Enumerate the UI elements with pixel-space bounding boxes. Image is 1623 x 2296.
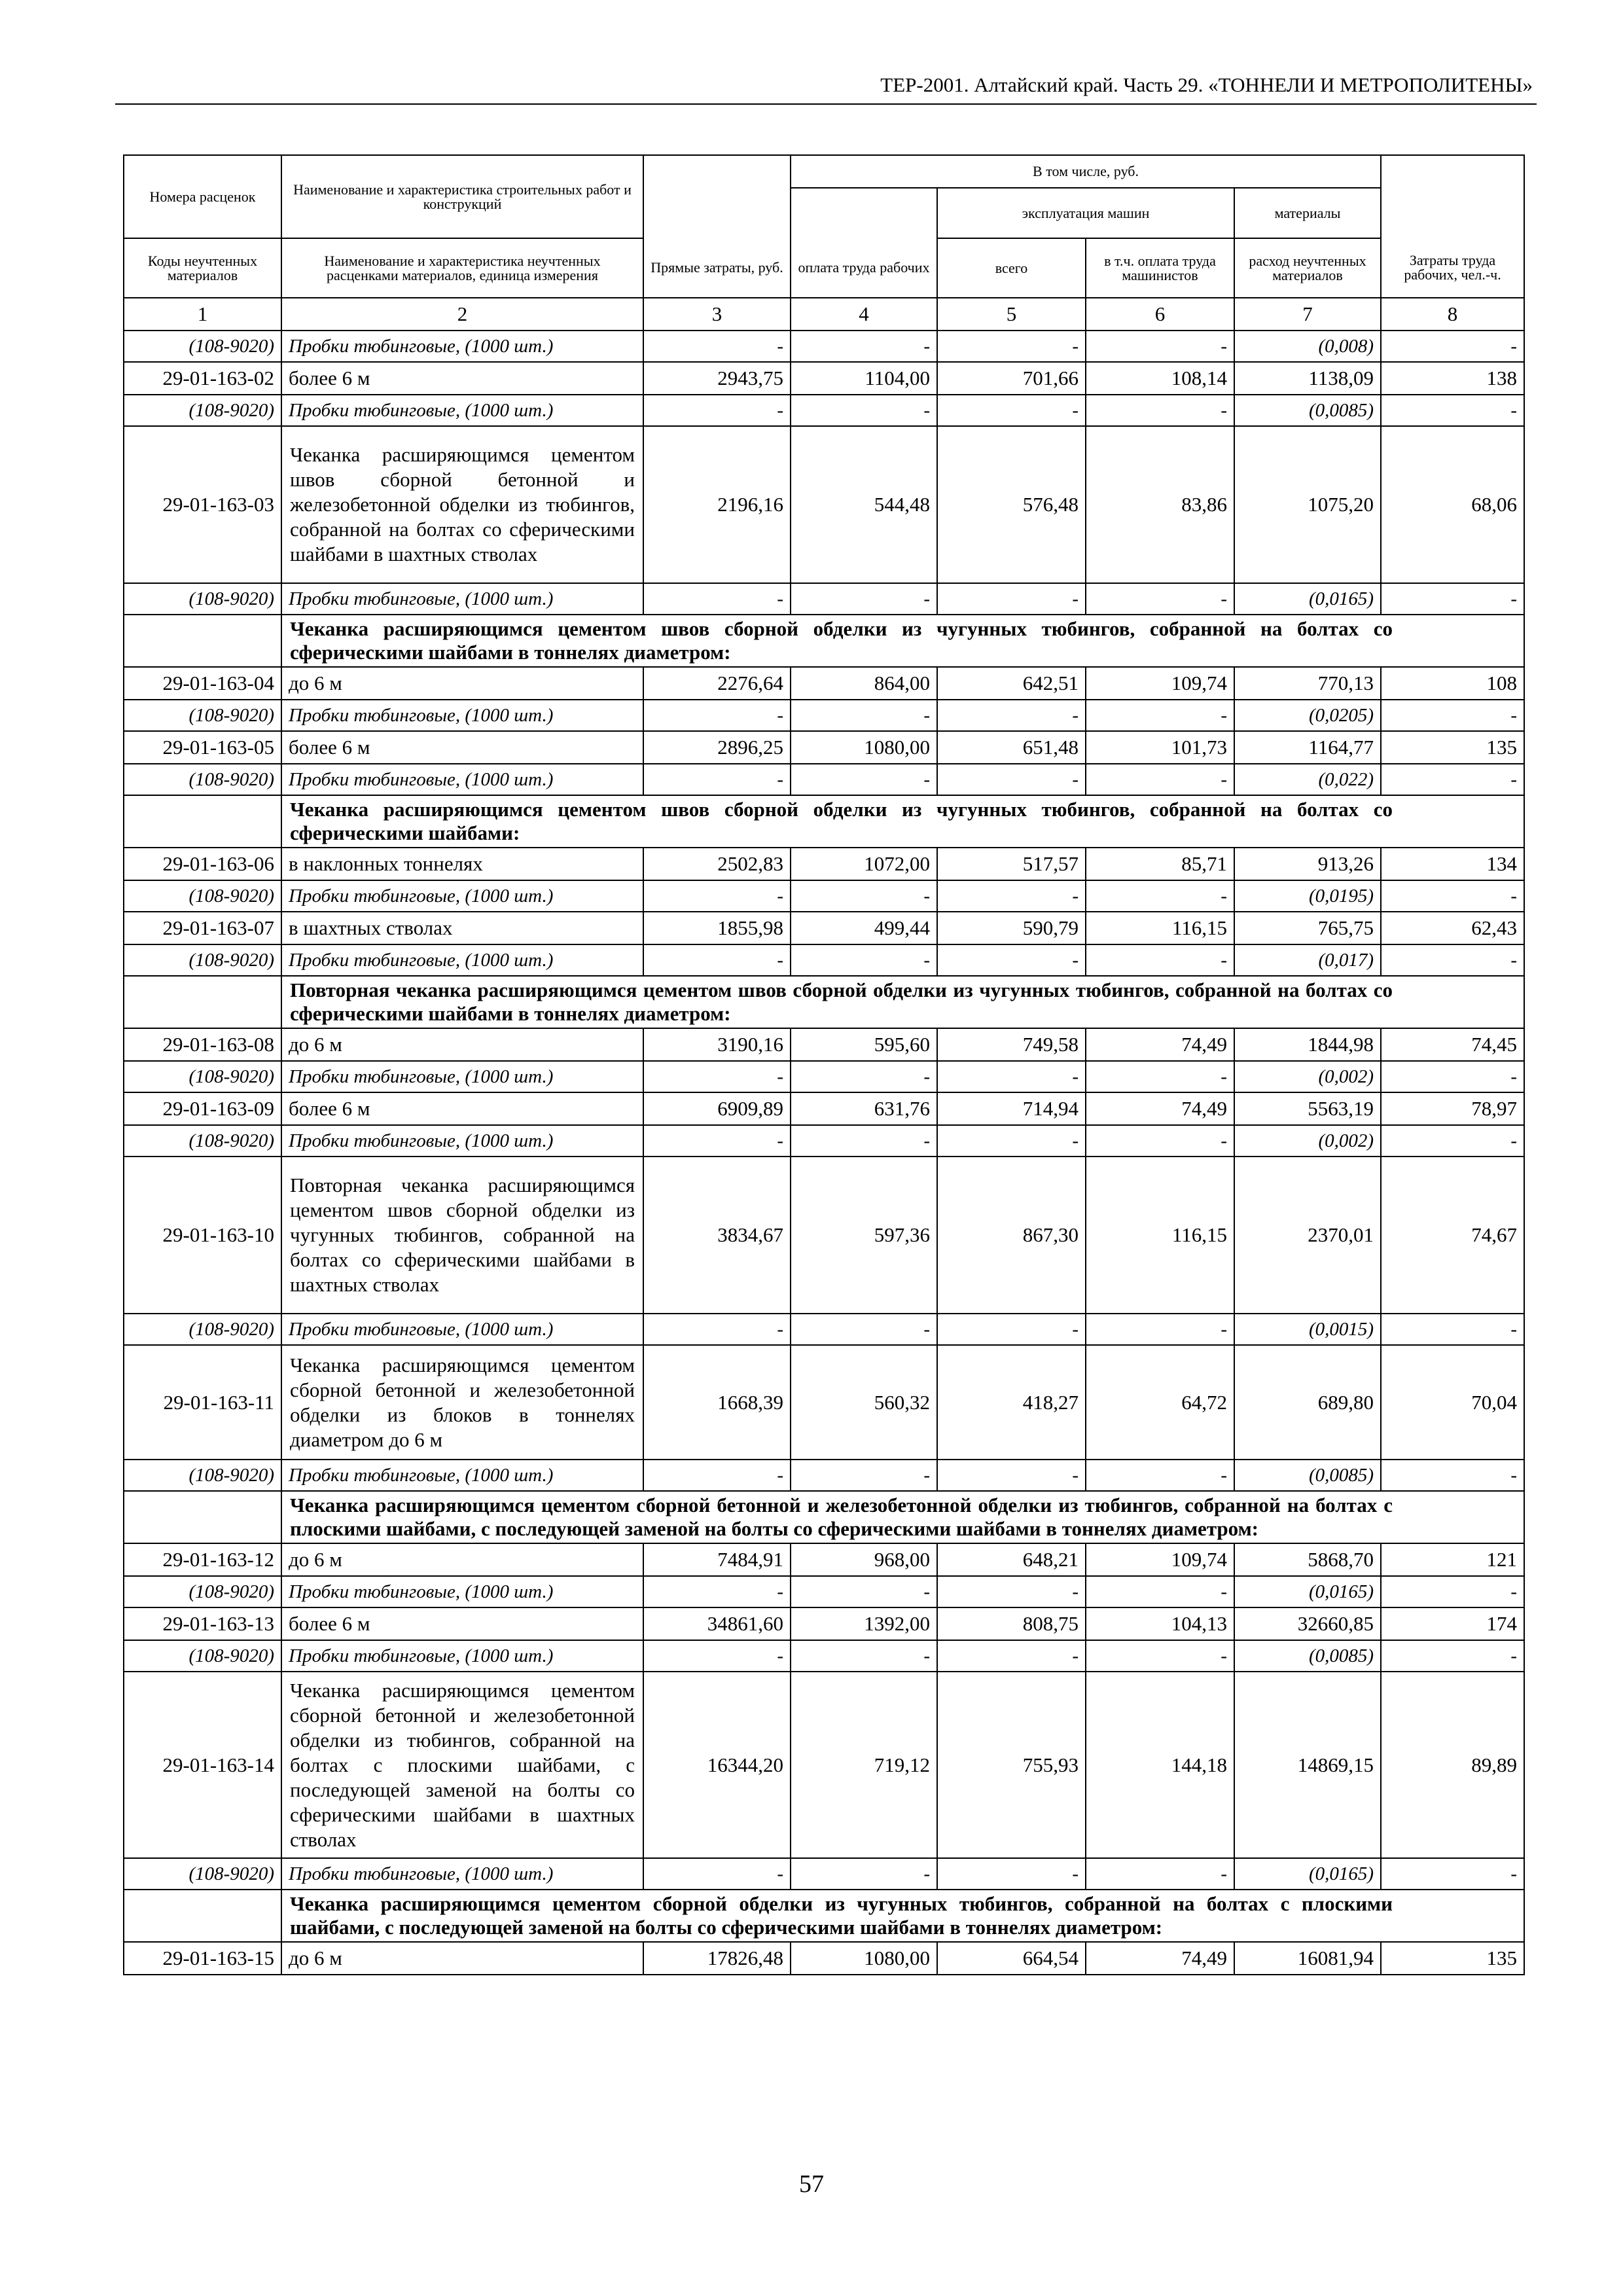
materials-cost: 1164,77 xyxy=(1234,731,1381,764)
rate-code: 29-01-163-13 xyxy=(124,1607,281,1640)
materials-cost: 14869,15 xyxy=(1234,1672,1381,1858)
rate-row xyxy=(124,1345,1524,1460)
cell-dash: - xyxy=(1086,583,1234,615)
rate-code: 29-01-163-03 xyxy=(124,426,281,583)
material-qty: (0,002) xyxy=(1234,1125,1381,1157)
labor-hours: 62,43 xyxy=(1381,912,1524,944)
cell-dash: - xyxy=(643,583,791,615)
cell-dash: - xyxy=(643,1460,791,1491)
machines-total: 576,48 xyxy=(937,426,1086,583)
rate-name: более 6 м xyxy=(281,362,643,395)
labor-hours: 134 xyxy=(1381,848,1524,880)
rate-name: более 6 м xyxy=(281,1607,643,1640)
running-header xyxy=(115,72,1537,105)
hdr-col7: расход неучтенных материалов xyxy=(1234,238,1381,298)
cell-dash: - xyxy=(643,1061,791,1092)
cell-dash: - xyxy=(937,1125,1086,1157)
material-qty: (0,0085) xyxy=(1234,1640,1381,1672)
machines-total: 517,57 xyxy=(937,848,1086,880)
material-name: Пробки тюбинговые, (1000 шт.) xyxy=(281,1640,643,1672)
material-code: (108-9020) xyxy=(124,1460,281,1491)
machinists-pay: 74,49 xyxy=(1086,1028,1234,1061)
section-blank xyxy=(124,976,281,1028)
machinists-pay: 108,14 xyxy=(1086,362,1234,395)
materials-cost: 32660,85 xyxy=(1234,1607,1381,1640)
material-row xyxy=(124,1640,1524,1672)
rate-row xyxy=(124,667,1524,700)
materials-cost: 16081,94 xyxy=(1234,1942,1381,1975)
hdr-col1-top: Номера расценок xyxy=(124,155,281,238)
machines-total: 418,27 xyxy=(937,1345,1086,1460)
material-name: Пробки тюбинговые, (1000 шт.) xyxy=(281,1314,643,1345)
cell-dash: - xyxy=(937,1576,1086,1607)
cell-dash: - xyxy=(791,1460,937,1491)
hdr-machines: эксплуатация машин xyxy=(937,188,1234,238)
materials-cost: 765,75 xyxy=(1234,912,1381,944)
cell-dash: - xyxy=(937,1061,1086,1092)
machines-total: 749,58 xyxy=(937,1028,1086,1061)
material-row xyxy=(124,764,1524,795)
machinists-pay: 74,49 xyxy=(1086,1942,1234,1975)
direct-costs: 2896,25 xyxy=(643,731,791,764)
cell-dash: - xyxy=(643,880,791,912)
rate-name: в наклонных тоннелях xyxy=(281,848,643,880)
cell-dash: - xyxy=(1086,1061,1234,1092)
cell-dash: - xyxy=(1086,1460,1234,1491)
direct-costs: 1855,98 xyxy=(643,912,791,944)
rate-name: более 6 м xyxy=(281,731,643,764)
col-number: 4 xyxy=(791,298,937,331)
material-name: Пробки тюбинговые, (1000 шт.) xyxy=(281,395,643,426)
cell-dash: - xyxy=(1086,1125,1234,1157)
material-qty: (0,017) xyxy=(1234,944,1381,976)
machinists-pay: 116,15 xyxy=(1086,1157,1234,1314)
cell-dash: - xyxy=(643,1576,791,1607)
material-qty: (0,0165) xyxy=(1234,583,1381,615)
rate-row xyxy=(124,912,1524,944)
cell-dash: - xyxy=(937,395,1086,426)
labor-hours: 68,06 xyxy=(1381,426,1524,583)
material-row xyxy=(124,1460,1524,1491)
rate-row xyxy=(124,1942,1524,1975)
direct-costs: 17826,48 xyxy=(643,1942,791,1975)
material-name: Пробки тюбинговые, (1000 шт.) xyxy=(281,331,643,362)
material-qty: (0,0085) xyxy=(1234,395,1381,426)
material-row xyxy=(124,880,1524,912)
hdr-col3-spacer xyxy=(643,155,791,238)
section-heading: Чеканка расширяющимся цементом сборной бетонной и железобетонной обделки из тюбингов, собранной на болтах с плоскими шайбами, с последующей заменой на болты со сферическими шайбами в тоннелях диаметром: xyxy=(281,1491,1524,1543)
labor-pay: 597,36 xyxy=(791,1157,937,1314)
rate-row xyxy=(124,1028,1524,1061)
machines-total: 648,21 xyxy=(937,1543,1086,1576)
machines-total: 664,54 xyxy=(937,1942,1086,1975)
cell-dash: - xyxy=(791,700,937,731)
materials-cost: 770,13 xyxy=(1234,667,1381,700)
rate-name: до 6 м xyxy=(281,1942,643,1975)
material-row xyxy=(124,1125,1524,1157)
labor-hours: 74,45 xyxy=(1381,1028,1524,1061)
cell-dash: - xyxy=(643,700,791,731)
labor-hours: 135 xyxy=(1381,1942,1524,1975)
section-blank xyxy=(124,615,281,667)
cell-dash: - xyxy=(1381,583,1524,615)
cell-dash: - xyxy=(1381,764,1524,795)
col-number: 1 xyxy=(124,298,281,331)
cell-dash: - xyxy=(1086,1858,1234,1890)
labor-pay: 595,60 xyxy=(791,1028,937,1061)
hdr-materials: материалы xyxy=(1234,188,1381,238)
col-number: 7 xyxy=(1234,298,1381,331)
material-code: (108-9020) xyxy=(124,1061,281,1092)
material-name: Пробки тюбинговые, (1000 шт.) xyxy=(281,1125,643,1157)
labor-pay: 968,00 xyxy=(791,1543,937,1576)
cell-dash: - xyxy=(1381,1460,1524,1491)
cell-dash: - xyxy=(1381,1640,1524,1672)
direct-costs: 1668,39 xyxy=(643,1345,791,1460)
rate-row xyxy=(124,1157,1524,1314)
rate-name: Чеканка расширяющимся цементом швов сборной бетонной и железобетонной обделки из тюбингов, собранной на болтах со сферическими шайбами в шахтных стволах xyxy=(281,426,643,583)
labor-hours: 138 xyxy=(1381,362,1524,395)
material-code: (108-9020) xyxy=(124,764,281,795)
rate-code: 29-01-163-07 xyxy=(124,912,281,944)
machinists-pay: 116,15 xyxy=(1086,912,1234,944)
cell-dash: - xyxy=(643,1640,791,1672)
machinists-pay: 109,74 xyxy=(1086,1543,1234,1576)
labor-hours: 70,04 xyxy=(1381,1345,1524,1460)
hdr-col2-top: Наименование и характеристика строительных работ и конструкций xyxy=(281,155,643,238)
machines-total: 651,48 xyxy=(937,731,1086,764)
cell-dash: - xyxy=(791,583,937,615)
cell-dash: - xyxy=(1086,1314,1234,1345)
cell-dash: - xyxy=(791,764,937,795)
rate-row xyxy=(124,1607,1524,1640)
section-heading: Чеканка расширяющимся цементом швов сборной обделки из чугунных тюбингов, собранной на болтах со сферическими шайбами: xyxy=(281,795,1524,848)
direct-costs: 6909,89 xyxy=(643,1092,791,1125)
section-heading: Повторная чеканка расширяющимся цементом швов сборной обделки из чугунных тюбингов, собранной на болтах со сферическими шайбами в тоннелях диаметром: xyxy=(281,976,1524,1028)
cell-dash: - xyxy=(937,1314,1086,1345)
section-heading: Чеканка расширяющимся цементом швов сборной обделки из чугунных тюбингов, собранной на болтах со сферическими шайбами в тоннелях диаметром: xyxy=(281,615,1524,667)
material-code: (108-9020) xyxy=(124,583,281,615)
material-qty: (0,0195) xyxy=(1234,880,1381,912)
cell-dash: - xyxy=(643,764,791,795)
header-numbers-row xyxy=(124,298,1524,331)
rate-name: до 6 м xyxy=(281,667,643,700)
labor-pay: 631,76 xyxy=(791,1092,937,1125)
header-row-3 xyxy=(124,238,1524,298)
cell-dash: - xyxy=(791,331,937,362)
cell-dash: - xyxy=(1381,1061,1524,1092)
rate-row xyxy=(124,426,1524,583)
material-qty: (0,0165) xyxy=(1234,1576,1381,1607)
rate-code: 29-01-163-06 xyxy=(124,848,281,880)
rate-code: 29-01-163-02 xyxy=(124,362,281,395)
labor-pay: 544,48 xyxy=(791,426,937,583)
cell-dash: - xyxy=(791,1061,937,1092)
section-row xyxy=(124,1890,1524,1942)
machines-total: 642,51 xyxy=(937,667,1086,700)
machinists-pay: 101,73 xyxy=(1086,731,1234,764)
cell-dash: - xyxy=(791,395,937,426)
rate-code: 29-01-163-14 xyxy=(124,1672,281,1858)
material-code: (108-9020) xyxy=(124,700,281,731)
material-code: (108-9020) xyxy=(124,1314,281,1345)
machinists-pay: 85,71 xyxy=(1086,848,1234,880)
rate-name: Чеканка расширяющимся цементом сборной бетонной и железобетонной обделки из блоков в тоннелях диаметром до 6 м xyxy=(281,1345,643,1460)
rate-name: Чеканка расширяющимся цементом сборной бетонной и железобетонной обделки из тюбингов, собранной на болтах с плоскими шайбами, с последующей заменой на болты со сферическими шайбами в шахтных стволах xyxy=(281,1672,643,1858)
cell-dash: - xyxy=(791,1858,937,1890)
section-heading: Чеканка расширяющимся цементом сборной обделки из чугунных тюбингов, собранной на болтах с плоскими шайбами, с последующей заменой на болты со сферическими шайбами в тоннелях диаметром: xyxy=(281,1890,1524,1942)
material-row xyxy=(124,331,1524,362)
direct-costs: 2276,64 xyxy=(643,667,791,700)
machinists-pay: 109,74 xyxy=(1086,667,1234,700)
labor-pay: 1072,00 xyxy=(791,848,937,880)
direct-costs: 3190,16 xyxy=(643,1028,791,1061)
material-row xyxy=(124,1061,1524,1092)
material-name: Пробки тюбинговые, (1000 шт.) xyxy=(281,583,643,615)
labor-pay: 1104,00 xyxy=(791,362,937,395)
machines-total: 701,66 xyxy=(937,362,1086,395)
cell-dash: - xyxy=(937,880,1086,912)
cell-dash: - xyxy=(791,1314,937,1345)
rate-name: до 6 м xyxy=(281,1543,643,1576)
material-row xyxy=(124,700,1524,731)
labor-hours: 108 xyxy=(1381,667,1524,700)
cell-dash: - xyxy=(1086,331,1234,362)
rate-row xyxy=(124,848,1524,880)
direct-costs: 2196,16 xyxy=(643,426,791,583)
direct-costs: 7484,91 xyxy=(643,1543,791,1576)
direct-costs: 2943,75 xyxy=(643,362,791,395)
cell-dash: - xyxy=(937,1640,1086,1672)
machines-total: 590,79 xyxy=(937,912,1086,944)
rate-row xyxy=(124,1543,1524,1576)
material-name: Пробки тюбинговые, (1000 шт.) xyxy=(281,1858,643,1890)
cell-dash: - xyxy=(937,764,1086,795)
cell-dash: - xyxy=(791,944,937,976)
cell-dash: - xyxy=(643,944,791,976)
labor-pay: 560,32 xyxy=(791,1345,937,1460)
cell-dash: - xyxy=(791,1125,937,1157)
cell-dash: - xyxy=(937,1460,1086,1491)
materials-cost: 1075,20 xyxy=(1234,426,1381,583)
material-qty: (0,022) xyxy=(1234,764,1381,795)
cell-dash: - xyxy=(791,1576,937,1607)
cell-dash: - xyxy=(1381,395,1524,426)
hdr-col1-bottom: Коды неучтенных материалов xyxy=(124,238,281,298)
materials-cost: 1138,09 xyxy=(1234,362,1381,395)
cell-dash: - xyxy=(643,395,791,426)
direct-costs: 2502,83 xyxy=(643,848,791,880)
rate-code: 29-01-163-08 xyxy=(124,1028,281,1061)
labor-pay: 864,00 xyxy=(791,667,937,700)
rate-code: 29-01-163-11 xyxy=(124,1345,281,1460)
rates-table xyxy=(123,154,1525,1975)
rate-code: 29-01-163-12 xyxy=(124,1543,281,1576)
material-name: Пробки тюбинговые, (1000 шт.) xyxy=(281,764,643,795)
machinists-pay: 64,72 xyxy=(1086,1345,1234,1460)
labor-hours: 121 xyxy=(1381,1543,1524,1576)
material-qty: (0,0165) xyxy=(1234,1858,1381,1890)
col-number: 2 xyxy=(281,298,643,331)
cell-dash: - xyxy=(1381,1125,1524,1157)
material-code: (108-9020) xyxy=(124,1640,281,1672)
labor-pay: 719,12 xyxy=(791,1672,937,1858)
cell-dash: - xyxy=(643,331,791,362)
material-qty: (0,002) xyxy=(1234,1061,1381,1092)
labor-hours: 174 xyxy=(1381,1607,1524,1640)
cell-dash: - xyxy=(937,700,1086,731)
cell-dash: - xyxy=(791,880,937,912)
material-row xyxy=(124,1858,1524,1890)
material-row xyxy=(124,583,1524,615)
cell-dash: - xyxy=(1086,764,1234,795)
materials-cost: 5563,19 xyxy=(1234,1092,1381,1125)
labor-hours: 135 xyxy=(1381,731,1524,764)
machines-total: 867,30 xyxy=(937,1157,1086,1314)
cell-dash: - xyxy=(937,331,1086,362)
material-qty: (0,0205) xyxy=(1234,700,1381,731)
material-row xyxy=(124,1576,1524,1607)
machinists-pay: 104,13 xyxy=(1086,1607,1234,1640)
rate-code: 29-01-163-15 xyxy=(124,1942,281,1975)
cell-dash: - xyxy=(643,1858,791,1890)
hdr-col8-spacer xyxy=(1381,155,1524,238)
material-code: (108-9020) xyxy=(124,880,281,912)
material-qty: (0,0085) xyxy=(1234,1460,1381,1491)
section-blank xyxy=(124,1890,281,1942)
hdr-col6: в т.ч. оплата труда машинистов xyxy=(1086,238,1234,298)
material-row xyxy=(124,1314,1524,1345)
rate-row xyxy=(124,1672,1524,1858)
machinists-pay: 83,86 xyxy=(1086,426,1234,583)
header-row-1 xyxy=(124,155,1524,188)
material-name: Пробки тюбинговые, (1000 шт.) xyxy=(281,880,643,912)
section-row xyxy=(124,1491,1524,1543)
material-qty: (0,008) xyxy=(1234,331,1381,362)
cell-dash: - xyxy=(791,1640,937,1672)
machinists-pay: 144,18 xyxy=(1086,1672,1234,1858)
rate-name: более 6 м xyxy=(281,1092,643,1125)
hdr-col5: всего xyxy=(937,238,1086,298)
material-name: Пробки тюбинговые, (1000 шт.) xyxy=(281,944,643,976)
hdr-col4: оплата труда рабочих xyxy=(791,238,937,298)
col-number: 5 xyxy=(937,298,1086,331)
material-code: (108-9020) xyxy=(124,395,281,426)
materials-cost: 689,80 xyxy=(1234,1345,1381,1460)
cell-dash: - xyxy=(1381,331,1524,362)
material-row xyxy=(124,944,1524,976)
material-code: (108-9020) xyxy=(124,944,281,976)
cell-dash: - xyxy=(1086,944,1234,976)
labor-pay: 1392,00 xyxy=(791,1607,937,1640)
hdr-col2-bottom: Наименование и характеристика неучтенных расценками материалов, единица измерения xyxy=(281,238,643,298)
material-row xyxy=(124,395,1524,426)
rate-name: до 6 м xyxy=(281,1028,643,1061)
col-number: 8 xyxy=(1381,298,1524,331)
hdr-col3: Прямые затраты, руб. xyxy=(643,238,791,298)
cell-dash: - xyxy=(1381,944,1524,976)
labor-hours: 78,97 xyxy=(1381,1092,1524,1125)
cell-dash: - xyxy=(643,1125,791,1157)
materials-cost: 1844,98 xyxy=(1234,1028,1381,1061)
machines-total: 808,75 xyxy=(937,1607,1086,1640)
cell-dash: - xyxy=(1381,880,1524,912)
cell-dash: - xyxy=(1086,1640,1234,1672)
section-row xyxy=(124,615,1524,667)
material-name: Пробки тюбинговые, (1000 шт.) xyxy=(281,1460,643,1491)
rate-code: 29-01-163-05 xyxy=(124,731,281,764)
direct-costs: 16344,20 xyxy=(643,1672,791,1858)
materials-cost: 2370,01 xyxy=(1234,1157,1381,1314)
material-code: (108-9020) xyxy=(124,331,281,362)
material-code: (108-9020) xyxy=(124,1125,281,1157)
cell-dash: - xyxy=(937,583,1086,615)
material-code: (108-9020) xyxy=(124,1858,281,1890)
cell-dash: - xyxy=(1086,1576,1234,1607)
rate-code: 29-01-163-09 xyxy=(124,1092,281,1125)
labor-pay: 499,44 xyxy=(791,912,937,944)
section-blank xyxy=(124,795,281,848)
direct-costs: 3834,67 xyxy=(643,1157,791,1314)
rate-row xyxy=(124,1092,1524,1125)
materials-cost: 5868,70 xyxy=(1234,1543,1381,1576)
section-row xyxy=(124,976,1524,1028)
rate-name: Повторная чеканка расширяющимся цементом швов сборной обделки из чугунных тюбингов, собранной на болтах со сферическими шайбами в шахтных стволах xyxy=(281,1157,643,1314)
col-number: 6 xyxy=(1086,298,1234,331)
labor-hours: 89,89 xyxy=(1381,1672,1524,1858)
material-code: (108-9020) xyxy=(124,1576,281,1607)
rate-row xyxy=(124,731,1524,764)
cell-dash: - xyxy=(1381,1858,1524,1890)
rate-code: 29-01-163-04 xyxy=(124,667,281,700)
labor-pay: 1080,00 xyxy=(791,1942,937,1975)
direct-costs: 34861,60 xyxy=(643,1607,791,1640)
machinists-pay: 74,49 xyxy=(1086,1092,1234,1125)
page-number: 57 xyxy=(799,2170,824,2198)
cell-dash: - xyxy=(1381,1314,1524,1345)
running-header-title: ТЕР-2001. Алтайский край. Часть 29. «ТОННЕЛИ И МЕТРОПОЛИТЕНЫ» xyxy=(880,73,1533,96)
hdr-col4-spacer xyxy=(791,188,937,238)
cell-dash: - xyxy=(937,1858,1086,1890)
rate-code: 29-01-163-10 xyxy=(124,1157,281,1314)
col-number: 3 xyxy=(643,298,791,331)
cell-dash: - xyxy=(937,944,1086,976)
hdr-col8: Затраты труда рабочих, чел.-ч. xyxy=(1381,238,1524,298)
rate-name: в шахтных стволах xyxy=(281,912,643,944)
labor-pay: 1080,00 xyxy=(791,731,937,764)
section-row xyxy=(124,795,1524,848)
material-name: Пробки тюбинговые, (1000 шт.) xyxy=(281,1061,643,1092)
section-blank xyxy=(124,1491,281,1543)
material-name: Пробки тюбинговые, (1000 шт.) xyxy=(281,1576,643,1607)
machines-total: 755,93 xyxy=(937,1672,1086,1858)
cell-dash: - xyxy=(1086,395,1234,426)
materials-cost: 913,26 xyxy=(1234,848,1381,880)
cell-dash: - xyxy=(1086,700,1234,731)
cell-dash: - xyxy=(643,1314,791,1345)
cell-dash: - xyxy=(1381,700,1524,731)
cell-dash: - xyxy=(1086,880,1234,912)
rate-row xyxy=(124,362,1524,395)
material-name: Пробки тюбинговые, (1000 шт.) xyxy=(281,700,643,731)
material-qty: (0,0015) xyxy=(1234,1314,1381,1345)
labor-hours: 74,67 xyxy=(1381,1157,1524,1314)
cell-dash: - xyxy=(1381,1576,1524,1607)
hdr-group: В том числе, руб. xyxy=(791,155,1381,188)
machines-total: 714,94 xyxy=(937,1092,1086,1125)
